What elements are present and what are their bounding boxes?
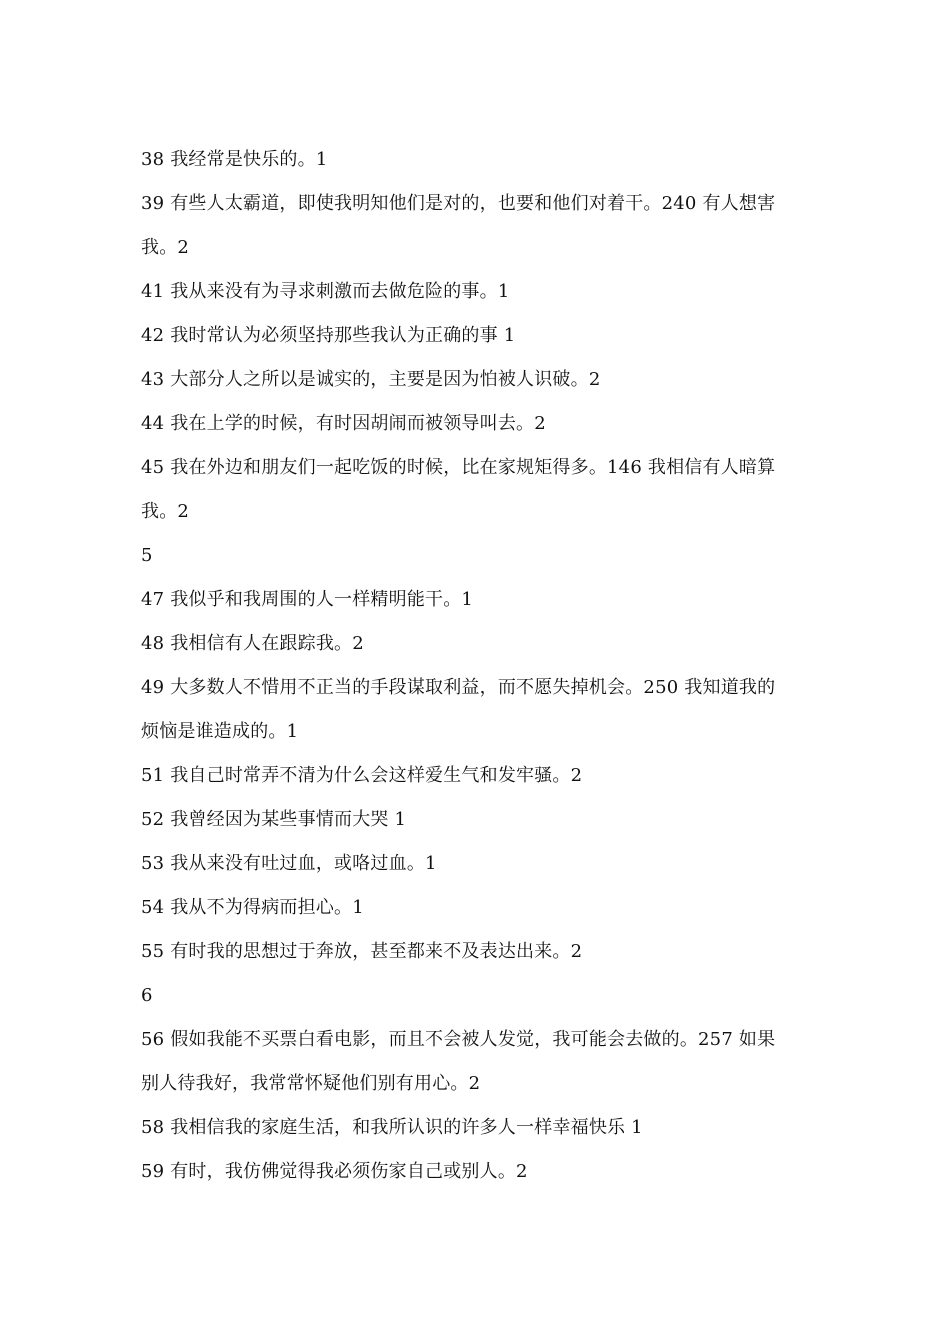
- text-line-44: 44 我在上学的时候，有时因胡闹而被领导叫去。2: [141, 413, 546, 434]
- text-line-55: 55 有时我的思想过于奔放，甚至都来不及表达出来。2: [141, 941, 583, 962]
- text-line-53: 53 我从来没有吐过血，或咯过血。1: [141, 853, 437, 874]
- text-line-49: 49 大多数人不惜用不正当的手段谋取利益，而不愿失掉机会。250 我知道我的: [141, 677, 776, 698]
- text-line-45: 45 我在外边和朋友们一起吃饭的时候，比在家规矩得多。146 我相信有人暗算: [141, 457, 776, 478]
- text-line-56: 56 假如我能不买票白看电影，而且不会被人发觉，我可能会去做的。257 如果: [141, 1029, 776, 1050]
- text-line-56-cont: 别人待我好，我常常怀疑他们别有用心。2: [141, 1073, 481, 1094]
- text-line-39: 39 有些人太霸道，即使我明知他们是对的，也要和他们对着干。240 有人想害: [141, 193, 776, 214]
- page-number-6: 6: [141, 985, 153, 1006]
- text-line-48: 48 我相信有人在跟踪我。2: [141, 633, 364, 654]
- text-line-39-cont: 我。2: [141, 237, 190, 258]
- text-line-47: 47 我似乎和我周围的人一样精明能干。1: [141, 589, 474, 610]
- text-line-43: 43 大部分人之所以是诚实的，主要是因为怕被人识破。2: [141, 369, 601, 390]
- text-line-58: 58 我相信我的家庭生活，和我所认识的许多人一样幸福快乐 1: [141, 1117, 643, 1138]
- text-line-59: 59 有时，我仿佛觉得我必须伤家自己或别人。2: [141, 1161, 528, 1182]
- text-line-42: 42 我时常认为必须坚持那些我认为正确的事 1: [141, 325, 516, 346]
- document-body: [141, 138, 831, 1194]
- text-line-51: 51 我自己时常弄不清为什么会这样爱生气和发牢骚。2: [141, 765, 583, 786]
- text-line-41: 41 我从来没有为寻求刺激而去做危险的事。1: [141, 281, 510, 302]
- text-line-45-cont: 我。2: [141, 501, 190, 522]
- text-line-54: 54 我从不为得病而担心。1: [141, 897, 364, 918]
- text-line-38: 38 我经常是快乐的。1: [141, 149, 328, 170]
- text-line-52: 52 我曾经因为某些事情而大哭 1: [141, 809, 407, 830]
- page-number-5: 5: [141, 545, 153, 566]
- text-line-49-cont: 烦恼是谁造成的。1: [141, 721, 299, 742]
